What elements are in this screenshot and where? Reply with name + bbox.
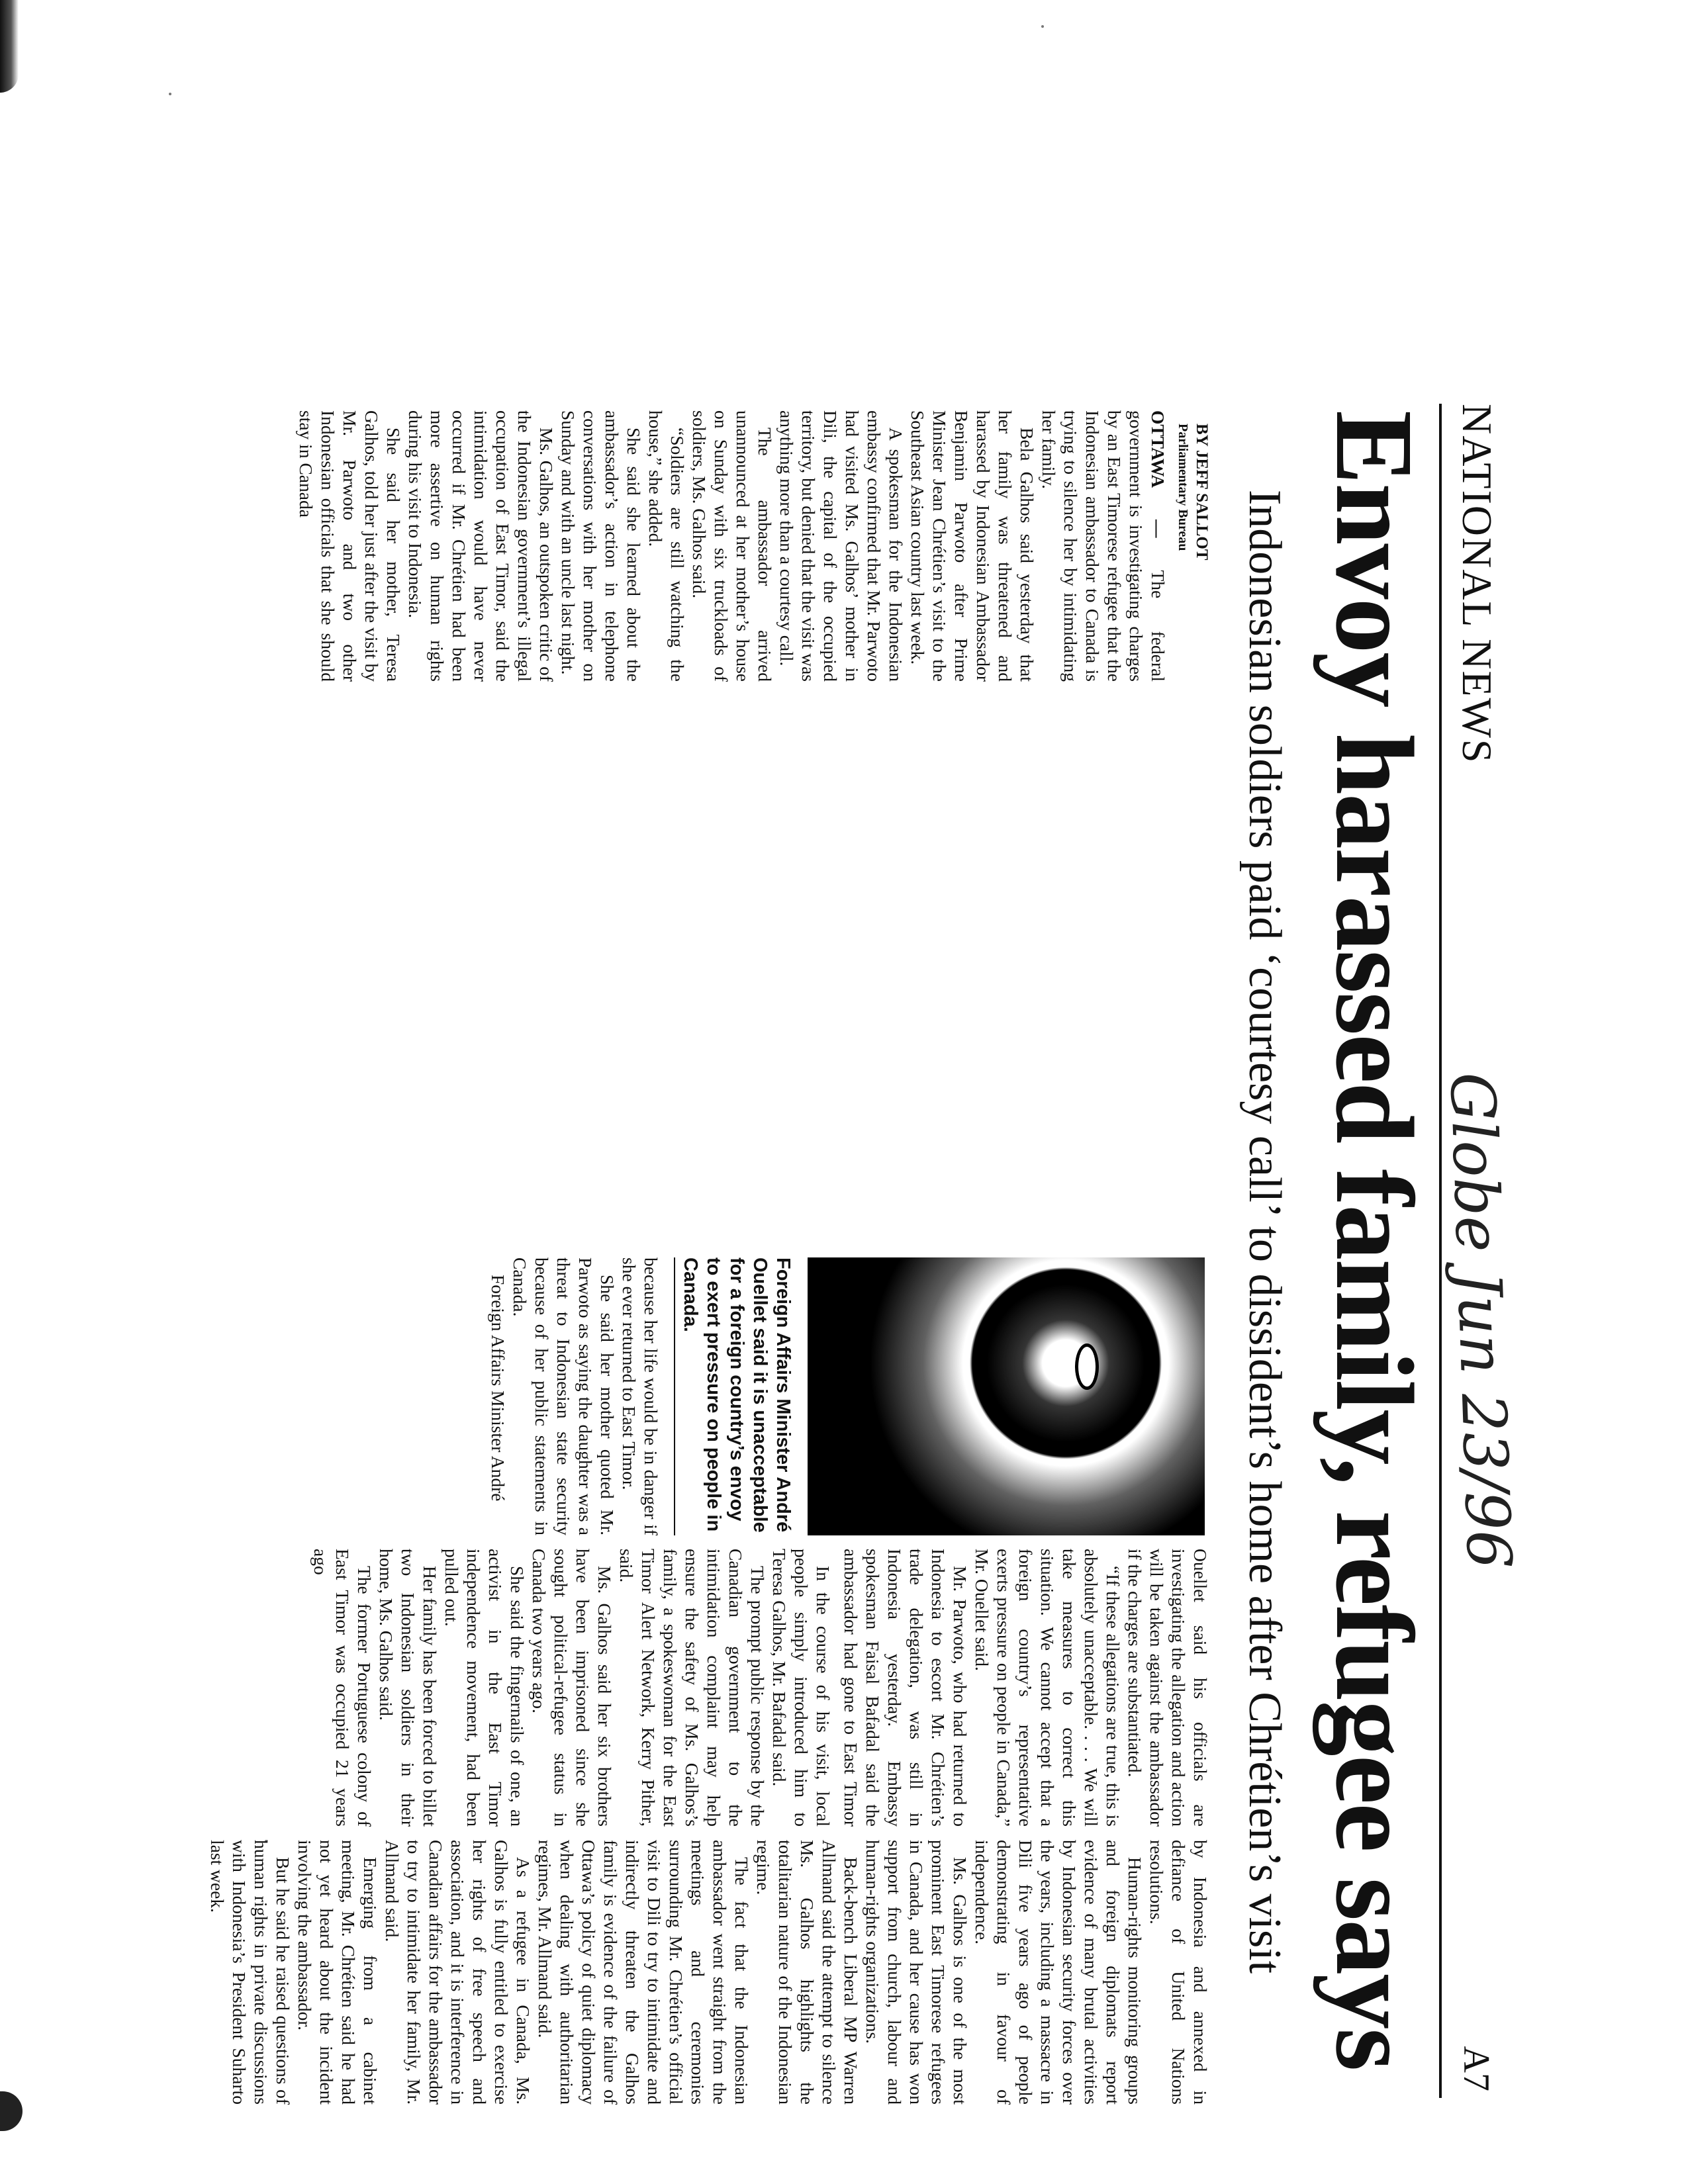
paragraph-text: The federal government is investigating charges by an East Timorese refugee that the Indonesian ambassador to Canada is trying to silence her by intimidating her family. xyxy=(1039,410,1168,682)
article-column-1 xyxy=(295,410,1211,682)
paragraph: “Soldiers are still watching the house,” she added. xyxy=(645,410,688,682)
lead-paragraph xyxy=(1038,410,1169,682)
handwritten-date-note: Globe Jun 23/96 xyxy=(1436,1071,1525,1570)
subheadline: Indonesian soldiers paid ‘courtesy call’ to dissident’s home after Chrétien’s visit xyxy=(1239,490,1290,1974)
scan-edge-shadow xyxy=(0,0,19,93)
paragraph: Human-rights monitoring groups and foreign diplomats report evidence of many brutal activities by Indonesian security forces over the years, including a massacre in Dili five years ago of people demonstrating in favour of independence. xyxy=(972,1840,1145,2105)
byline-bureau: Parliamentary Bureau xyxy=(1176,424,1190,551)
paragraph: The ambassador arrived unannounced at her mother’s house on Sunday with six truckloads of soldiers, Ms. Galhos said. xyxy=(689,410,775,682)
scan-edge-shadow-bottom xyxy=(0,2091,23,2131)
photo-caption: Foreign Affairs Minister André Ouellet said it is unacceptable for a foreign country’s envoy to exert pressure on people in Canada. xyxy=(680,1257,794,1533)
scan-speck xyxy=(1041,25,1044,28)
scan-speck xyxy=(169,93,171,95)
paragraph: She said her mother quoted Mr. Parwoto as saying the daughter was a threat to Indonesian state security because of her public statements in Canada. xyxy=(510,1257,618,1535)
paragraph: A spokesman for the Indonesian embassy confirmed that Mr. Parwoto had visited Ms. Galhos’ mother in Dili, the capital of the occupied territory, but denied that the visit was anything more than a courtesy call. xyxy=(776,410,906,682)
dateline: OTTAWA — xyxy=(1148,410,1168,538)
headline: Envoy harassed family, refugee says xyxy=(1313,410,1436,2070)
section-label: NATIONAL NEWS xyxy=(1454,404,1501,764)
paragraph: Her family has been forced to billet two Indonesian soldiers in their home, Ms. Galhos said. xyxy=(376,1549,440,1827)
photo-eye-left xyxy=(1075,1343,1099,1390)
paragraph: The prompt public response by the Canadian government to the intimidation complaint may help ensure the safety of Ms. Galhos’s family, a spokeswoman for the East Timor Alert Network, Kerry Pither, said. xyxy=(616,1549,768,1827)
paragraph: In the course of his visit, local people simply introduced him to Teresa Galhos, Mr. Bafadal said. xyxy=(769,1549,833,1827)
paragraph: Emerging from a cabinet meeting, Mr. Chrétien said he had not yet heard about the incident involving the ambassador. xyxy=(295,1840,381,2105)
article-column-3-continued xyxy=(310,1549,834,1827)
header-rule xyxy=(1439,404,1442,2098)
paragraph: “If these allegations are true, this is absolutely unacceptable. . . . We will take measures to correct this situation. We cannot accept that a foreign country’s representative exerts pressure on people in Canada,” Mr. Ouellet said. xyxy=(972,1549,1123,1827)
paragraph: Mr. Parwoto, who had returned to Indonesia to escort Mr. Chrétien’s trade delegation, was still in Indonesia yesterday. Embassy spokesman Faisal Bafadal said the ambassador had gone to East Timor xyxy=(841,1549,970,1827)
paragraph: The fact that the Indonesian ambassador went straight from the meetings and ceremonies surrounding Mr. Chrétien’s official visit to Dili to try to intimidate and indirectly threaten the Galhos family is evidence of the failure of Ottawa’s policy of quiet diplomacy when dealing with authoritarian regimes, Mr. Allmand said. xyxy=(535,1840,752,2105)
paragraph: because her life would be in danger if she ever returned to East Timor. xyxy=(619,1257,661,1535)
paragraph: But he said he raised questions of human rights in private discussions with Indonesia’s President Suharto last week. xyxy=(207,1840,293,2105)
article-column-2 xyxy=(487,1257,662,1535)
paragraph: Foreign Affairs Minister André xyxy=(488,1275,508,1502)
paragraph: The former Portuguese colony of East Timor was occupied 21 years ago xyxy=(310,1549,375,1827)
article-column-4 xyxy=(207,1840,1211,2105)
paragraph: Back-bench Liberal MP Warren Allmand said the attempt to silence Ms. Galhos highlights the totalitarian nature of the Indonesian regime. xyxy=(753,1840,861,2105)
paragraph: As a refugee in Canada, Ms. Galhos is fully entitled to exercise her rights of free speech and association, and it is interference in Canadian affairs for the ambassador to try to intimidate her family, Mr. Allmand said. xyxy=(382,1840,534,2105)
paragraph: She said she learned about the ambassador’s action in telephone conversations with her mother on Sunday and with an uncle last night. xyxy=(558,410,644,682)
page-header xyxy=(1436,397,1525,2118)
paragraph: Bela Galhos said yesterday that her family was threatened and harassed by Indonesian Ambassador Benjamin Parwoto after Prime Minister Jean Chrétien’s visit to the Southeast Asian country last week. xyxy=(908,410,1037,682)
paragraph: Ouellet said his officials are investigating the allegation and action will be taken against the ambassador if the charges are substantiated. xyxy=(1125,1549,1211,1827)
paragraph: Ms. Galhos, an outspoken critic of the Indonesian government’s illegal occupation of East Timor, said the intimidation would have never occurred if Mr. Chrétien had been more assertive on human rights during his visit to Indonesia. xyxy=(405,410,557,682)
newspaper-clipping xyxy=(207,397,1525,2118)
article-column-3 xyxy=(841,1549,1211,1827)
caption-rule xyxy=(674,1257,675,1535)
paragraph: by Indonesia and annexed in defiance of United Nations resolutions. xyxy=(1146,1840,1211,2105)
paragraph: She said her mother, Teresa Galhos, told her just after the visit by Mr. Parwoto and two other Indonesian officials that she should stay in Canada xyxy=(296,410,404,682)
photo-andre-ouellet xyxy=(808,1257,1205,1535)
byline: BY JEFF SALLOT xyxy=(1193,424,1211,561)
page-number: A7 xyxy=(1456,2046,1497,2091)
paragraph: Ms. Galhos is one of the most prominent East Timorese refugees in Canada, and her cause has won support from church, labour and human-rights organizations. xyxy=(863,1840,970,2105)
paragraph: Ms. Galhos said her six brothers have been imprisoned since she sought political-refugee status in Canada two years ago. xyxy=(529,1549,615,1827)
paragraph: She said the fingernails of one, an activist in the East Timor independence movement, had been pulled out. xyxy=(442,1549,528,1827)
